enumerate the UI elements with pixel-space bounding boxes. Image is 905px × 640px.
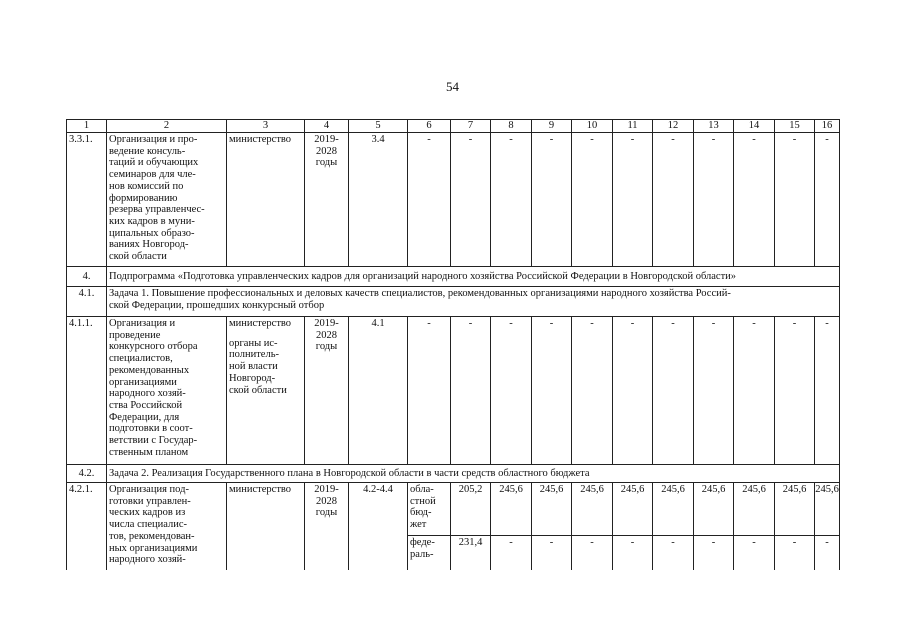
- value-cell: -: [694, 133, 734, 267]
- value-cell: -: [613, 536, 653, 570]
- header-cell: 15: [775, 120, 815, 133]
- value-cell: -: [734, 536, 775, 570]
- task-title: [107, 287, 840, 317]
- text-line: жет: [410, 519, 427, 531]
- subprogram-title: Подпрограмма «Подготовка управленческих кадров для организаций народного хозяйства Российской Федерации в Новгородской области»: [107, 267, 840, 287]
- header-cell: 10: [572, 120, 613, 133]
- value-cell: -: [532, 317, 572, 465]
- header-cell: 3: [227, 120, 305, 133]
- table-row: [67, 267, 840, 287]
- text-line: Федерации, для: [109, 411, 180, 423]
- value-cell: -: [408, 317, 451, 465]
- text-line: ной власти: [229, 361, 278, 373]
- row-number: 3.3.1.: [67, 133, 107, 267]
- text-line: годы: [315, 507, 338, 519]
- target-indicator: 4.1: [349, 317, 408, 465]
- period: [305, 317, 349, 465]
- header-cell: 2: [107, 120, 227, 133]
- row-number: 4.2.1.: [67, 483, 107, 570]
- value-cell: -: [532, 133, 572, 267]
- value-cell: -: [694, 317, 734, 465]
- table-row: [67, 287, 840, 317]
- executor: [227, 317, 305, 465]
- value-cell: -: [734, 133, 775, 267]
- text-line: ких кадров в муни-: [109, 215, 195, 227]
- header-cell: 1: [67, 120, 107, 133]
- header-cell: 9: [532, 120, 572, 133]
- value-cell: -: [653, 536, 694, 570]
- funding-source: [408, 483, 451, 536]
- value-cell: -: [491, 536, 532, 570]
- value-cell: 245,6: [694, 483, 734, 536]
- text-line: Новгород-: [229, 372, 276, 384]
- text-line: ветствии с Государ-: [109, 435, 198, 447]
- page-number: 54: [446, 79, 459, 94]
- row-number: 4.1.1.: [67, 317, 107, 465]
- executor: министерство: [227, 133, 305, 267]
- program-table: [66, 119, 840, 570]
- period: [305, 133, 349, 267]
- target-indicator: 3.4: [349, 133, 408, 267]
- value-cell: -: [451, 317, 491, 465]
- value-cell: -: [572, 133, 613, 267]
- value-cell: -: [653, 317, 694, 465]
- value-cell: -: [694, 536, 734, 570]
- text-line: ваниях Новгород-: [109, 239, 189, 251]
- text-line: 2028: [316, 495, 337, 507]
- text-line: 2019-: [314, 484, 339, 495]
- value-cell: -: [734, 317, 775, 465]
- text-line: конкурсного отбора: [109, 341, 198, 353]
- text-line: раль-: [410, 548, 434, 560]
- executor: министерство: [227, 483, 305, 570]
- text-line: подготовки в соот-: [109, 423, 193, 435]
- text-line: стной: [410, 495, 436, 507]
- value-cell: -: [572, 536, 613, 570]
- header-cell: 6: [408, 120, 451, 133]
- text-line: нов комиссий по: [109, 180, 184, 192]
- text-line: бюд-: [410, 507, 432, 519]
- text-line: ведение консуль-: [109, 145, 186, 157]
- value-cell: -: [775, 133, 815, 267]
- header-cell: 8: [491, 120, 532, 133]
- header-cell: 13: [694, 120, 734, 133]
- text-line: народного хозяй-: [109, 554, 186, 566]
- text-line: Организация и: [109, 318, 176, 329]
- text-line: ципальных образо-: [109, 227, 195, 239]
- text-line: годы: [315, 157, 338, 169]
- task-title: Задача 2. Реализация Государственного плана в Новгородской области в части средств областного бюджета: [107, 465, 840, 483]
- text-line: Организация под-: [109, 484, 189, 495]
- table-row: [67, 465, 840, 483]
- value-cell: -: [532, 536, 572, 570]
- value-cell: -: [451, 133, 491, 267]
- table-row: [67, 133, 840, 267]
- text-line: полнитель-: [229, 349, 279, 361]
- text-line: органы ис-: [229, 337, 278, 349]
- text-line: 2019-: [314, 318, 339, 329]
- value-cell: -: [572, 317, 613, 465]
- header-cell: 11: [613, 120, 653, 133]
- value-cell: -: [775, 317, 815, 465]
- text-line: Задача 1. Повышение профессиональных и деловых качеств специалистов, рекомендованных организациями народного хозяйства Россий-: [109, 288, 731, 299]
- text-line: годы: [315, 341, 338, 353]
- row-number: 4.: [67, 267, 107, 287]
- target-indicator: 4.2-4.4: [349, 483, 408, 570]
- value-cell: 245,6: [775, 483, 815, 536]
- text-line: Организация и про-: [109, 134, 198, 145]
- value-cell: -: [613, 133, 653, 267]
- text-line: ства Российской: [109, 399, 183, 411]
- table-row: [67, 317, 840, 465]
- text-line: числа специалис-: [109, 519, 188, 531]
- text-line: ственным планом: [109, 446, 189, 458]
- text-line: народного хозяй-: [109, 388, 186, 400]
- text-line: ской Федерации, прошедших конкурсный отбор: [109, 299, 325, 311]
- value-cell: 245,6: [815, 483, 840, 536]
- row-number: 4.1.: [67, 287, 107, 317]
- value-cell: 245,6: [572, 483, 613, 536]
- header-cell: 4: [305, 120, 349, 133]
- value-cell: -: [408, 133, 451, 267]
- text-line: рекомендованных: [109, 364, 190, 376]
- text-line: специалистов,: [109, 353, 173, 365]
- text-line: формированию: [109, 192, 178, 204]
- value-cell: -: [653, 133, 694, 267]
- measure-name: [107, 317, 227, 465]
- spacer: [229, 330, 302, 338]
- header-cell: 5: [349, 120, 408, 133]
- header-cell: 7: [451, 120, 491, 133]
- text-line: ных организациями: [109, 542, 198, 554]
- value-cell: -: [815, 536, 840, 570]
- header-cell: 14: [734, 120, 775, 133]
- value-cell: -: [815, 133, 840, 267]
- text-line: тов, рекомендован-: [109, 530, 195, 542]
- header-cell: 12: [653, 120, 694, 133]
- text-line: ческих кадров из: [109, 507, 186, 519]
- text-line: семинаров для чле-: [109, 169, 196, 181]
- text-line: проведение: [109, 329, 161, 341]
- text-line: 2028: [316, 145, 337, 157]
- value-cell: 245,6: [491, 483, 532, 536]
- text-line: организациями: [109, 376, 177, 388]
- measure-name: [107, 483, 227, 570]
- header-row: [67, 120, 840, 133]
- value-cell: -: [775, 536, 815, 570]
- text-line: ской области: [229, 384, 287, 396]
- text-line: 2019-: [314, 134, 339, 145]
- value-cell: 245,6: [532, 483, 572, 536]
- text-line: министерство: [229, 318, 292, 329]
- measure-name: [107, 133, 227, 267]
- header-cell: 16: [815, 120, 840, 133]
- text-line: резерва управленчес-: [109, 204, 205, 216]
- table-row: [67, 483, 840, 536]
- value-cell: -: [491, 317, 532, 465]
- value-cell: -: [613, 317, 653, 465]
- text-line: обла-: [410, 484, 434, 495]
- value-cell: 205,2: [451, 483, 491, 536]
- text-line: ской области: [109, 251, 167, 263]
- text-line: готовки управлен-: [109, 495, 191, 507]
- value-cell: 231,4: [451, 536, 491, 570]
- value-cell: -: [815, 317, 840, 465]
- value-cell: 245,6: [653, 483, 694, 536]
- period: [305, 483, 349, 570]
- text-line: 2028: [316, 329, 337, 341]
- funding-source: [408, 536, 451, 570]
- value-cell: 245,6: [613, 483, 653, 536]
- text-line: таций и обучающих: [109, 157, 199, 169]
- row-number: 4.2.: [67, 465, 107, 483]
- value-cell: 245,6: [734, 483, 775, 536]
- value-cell: -: [491, 133, 532, 267]
- text-line: феде-: [410, 537, 435, 548]
